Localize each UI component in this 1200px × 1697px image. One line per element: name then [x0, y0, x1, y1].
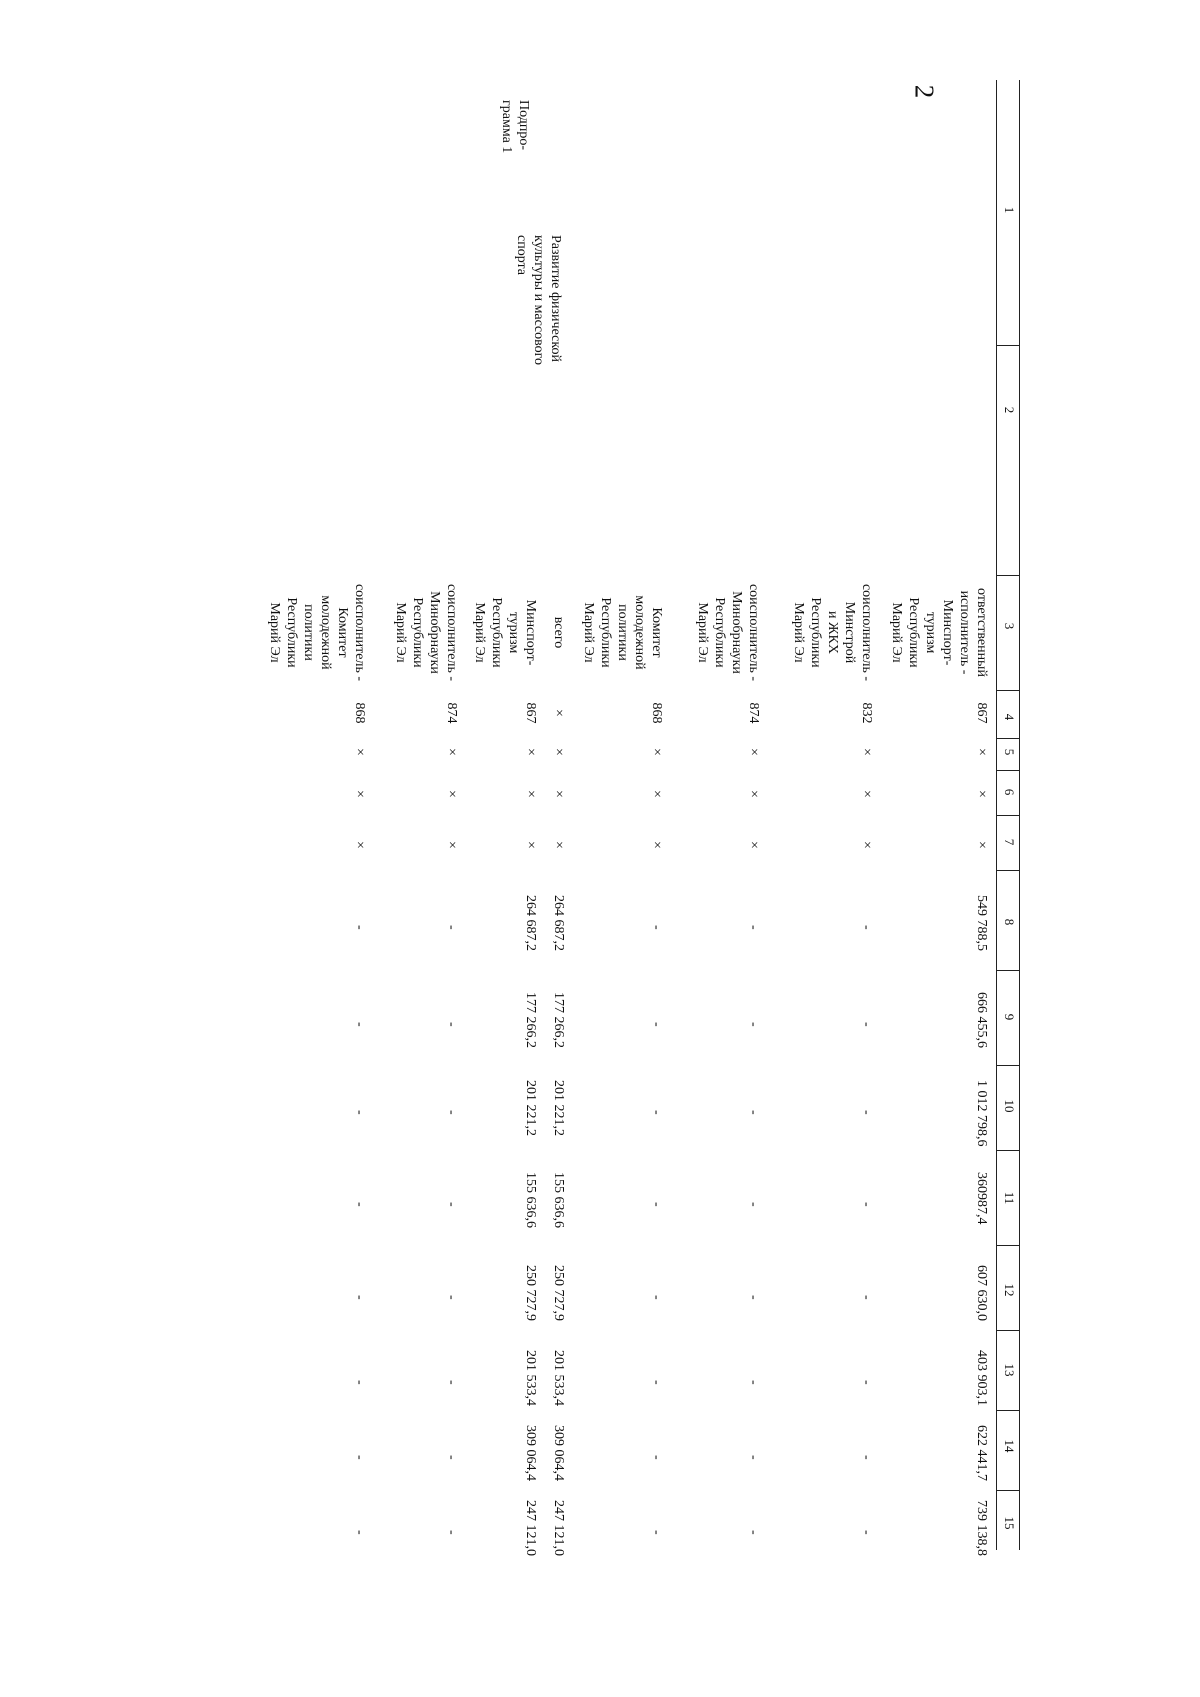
header-separator [997, 1490, 1020, 1491]
executor-cell: Комитет молодежной политики Республики Марий Эл [581, 595, 664, 670]
value-cell: - [649, 925, 664, 930]
value-cell: - [444, 1455, 459, 1460]
column-header-13: 13 [1002, 1363, 1017, 1377]
value-cell: 309 064,4 [551, 1425, 566, 1481]
value-cell: - [444, 1202, 459, 1207]
col6-cell: × [444, 790, 459, 798]
value-cell: 155 636,6 [551, 1172, 566, 1228]
column-header-11: 11 [1002, 1191, 1017, 1205]
col5-cell: × [523, 748, 538, 756]
col7-cell: × [974, 841, 989, 849]
column-header-8: 8 [1002, 918, 1017, 926]
value-cell: 739 138,8 [974, 1500, 989, 1556]
value-cell: - [649, 1022, 664, 1027]
value-cell: 201 533,4 [551, 1350, 566, 1406]
value-cell: - [859, 1022, 874, 1027]
col6-cell: × [551, 790, 566, 798]
code-cell: 867 [523, 702, 538, 724]
value-cell: - [649, 1295, 664, 1300]
value-cell: - [352, 1530, 367, 1535]
col6-cell: × [352, 790, 367, 798]
value-cell: - [352, 1110, 367, 1115]
value-cell: - [859, 925, 874, 930]
code-cell: 874 [746, 702, 761, 724]
code-cell: 832 [859, 702, 874, 724]
col5-cell: × [444, 748, 459, 756]
value-cell: 549 788,5 [974, 895, 989, 951]
value-cell: 250 727,9 [523, 1265, 538, 1321]
header-separator [997, 1245, 1020, 1246]
col7-cell: × [352, 841, 367, 849]
value-cell: 264 687,2 [523, 895, 538, 951]
executor-cell: соисполнитель - Комитет молодежной политики Республики Марий Эл [267, 583, 367, 682]
value-cell: 177 266,2 [523, 992, 538, 1048]
value-cell: 177 266,2 [551, 992, 566, 1048]
col5-cell: × [649, 748, 664, 756]
value-cell: 309 064,4 [523, 1425, 538, 1481]
value-cell: - [746, 1380, 761, 1385]
col5-cell: × [859, 748, 874, 756]
value-cell: - [444, 1530, 459, 1535]
col6-cell: × [746, 790, 761, 798]
col5-cell: × [746, 748, 761, 756]
executor-cell: всего [551, 616, 566, 649]
value-cell: 1 012 798,6 [974, 1080, 989, 1147]
value-cell: - [859, 1530, 874, 1535]
value-cell: - [859, 1455, 874, 1460]
value-cell: - [746, 1295, 761, 1300]
value-cell: 403 903,1 [974, 1350, 989, 1406]
column-header-5: 5 [1002, 748, 1017, 756]
value-cell: - [444, 1295, 459, 1300]
value-cell: - [859, 1380, 874, 1385]
header-separator [997, 870, 1020, 871]
column-header-10: 10 [1002, 1099, 1017, 1113]
value-cell: - [352, 1202, 367, 1207]
column-header-9: 9 [1002, 1013, 1017, 1021]
value-cell: 247 121,0 [523, 1500, 538, 1556]
value-cell: - [649, 1530, 664, 1535]
value-cell: 360987,4 [974, 1172, 989, 1225]
value-cell: 201 221,2 [523, 1080, 538, 1136]
col5-cell: × [551, 748, 566, 756]
header-separator [997, 970, 1020, 971]
code-cell: 867 [974, 702, 989, 724]
column-header-4: 4 [1002, 713, 1017, 721]
header-separator [997, 770, 1020, 771]
code-cell: 868 [352, 702, 367, 724]
value-cell: - [859, 1295, 874, 1300]
header-separator [997, 1150, 1020, 1151]
value-cell: - [444, 1380, 459, 1385]
code-cell: 874 [444, 702, 459, 724]
value-cell: 250 727,9 [551, 1265, 566, 1321]
value-cell: 607 630,0 [974, 1265, 989, 1321]
subprogram-label: Подпро- грамма 1 [499, 100, 531, 154]
value-cell: - [352, 1380, 367, 1385]
col7-cell: × [649, 841, 664, 849]
col6-cell: × [974, 790, 989, 798]
value-cell: 264 687,2 [551, 895, 566, 951]
column-header-14: 14 [1002, 1439, 1017, 1453]
column-header-2: 2 [1002, 406, 1017, 414]
col7-cell: × [523, 841, 538, 849]
value-cell: - [352, 1022, 367, 1027]
col7-cell: × [746, 841, 761, 849]
value-cell: - [746, 1022, 761, 1027]
header-separator [997, 1330, 1020, 1331]
header-separator [997, 345, 1020, 346]
value-cell: - [352, 1295, 367, 1300]
column-header-12: 12 [1002, 1283, 1017, 1297]
column-header-6: 6 [1002, 788, 1017, 796]
column-header-7: 7 [1002, 838, 1017, 846]
col7-cell: × [551, 841, 566, 849]
value-cell: - [746, 1110, 761, 1115]
executor-cell: соисполнитель - Минстрой и ЖКХ Республики Марий Эл [791, 583, 874, 682]
header-separator [997, 738, 1020, 739]
col6-cell: × [523, 790, 538, 798]
value-cell: - [444, 1022, 459, 1027]
executor-cell: соисполнитель - Минобрнауки Республики Марий Эл [393, 583, 459, 682]
col7-cell: × [859, 841, 874, 849]
header-separator [997, 1065, 1020, 1066]
value-cell: 622 441,7 [974, 1425, 989, 1481]
page-number: 2 [909, 84, 940, 99]
value-cell: - [746, 1530, 761, 1535]
value-cell: - [649, 1455, 664, 1460]
value-cell: - [649, 1110, 664, 1115]
header-separator [997, 690, 1020, 691]
col6-cell: × [649, 790, 664, 798]
value-cell: - [649, 1380, 664, 1385]
header-separator [997, 815, 1020, 816]
budget-table [190, 80, 1020, 1556]
subprogram-title: Развитие физической культуры и массового спорта [514, 235, 563, 365]
value-cell: 201 533,4 [523, 1350, 538, 1406]
executor-cell: Минспорт- туризм Республики Марий Эл [472, 597, 538, 668]
executor-cell: ответственный исполнитель - Минспорт- туризм Республики Марий Эл [889, 588, 989, 677]
value-cell: - [859, 1110, 874, 1115]
value-cell: 201 221,2 [551, 1080, 566, 1136]
header-separator [997, 1410, 1020, 1411]
value-cell: - [444, 925, 459, 930]
col7-cell: × [444, 841, 459, 849]
executor-cell: соисполнитель - Минобрнауки Республики Марий Эл [695, 583, 761, 682]
column-header-15: 15 [1002, 1516, 1017, 1530]
value-cell: - [444, 1110, 459, 1115]
col6-cell: × [859, 790, 874, 798]
value-cell: - [649, 1202, 664, 1207]
col5-cell: × [352, 748, 367, 756]
value-cell: - [352, 1455, 367, 1460]
value-cell: - [352, 925, 367, 930]
value-cell: 666 455,6 [974, 992, 989, 1048]
column-header-3: 3 [1002, 622, 1017, 630]
value-cell: - [746, 1455, 761, 1460]
value-cell: 247 121,0 [551, 1500, 566, 1556]
col5-cell: × [974, 748, 989, 756]
column-header-1: 1 [1002, 206, 1017, 214]
code-cell: 868 [649, 702, 664, 724]
value-cell: - [859, 1202, 874, 1207]
header-separator [997, 575, 1020, 576]
code-cell: × [551, 709, 566, 717]
value-cell: - [746, 925, 761, 930]
value-cell: 155 636,6 [523, 1172, 538, 1228]
value-cell: - [746, 1202, 761, 1207]
